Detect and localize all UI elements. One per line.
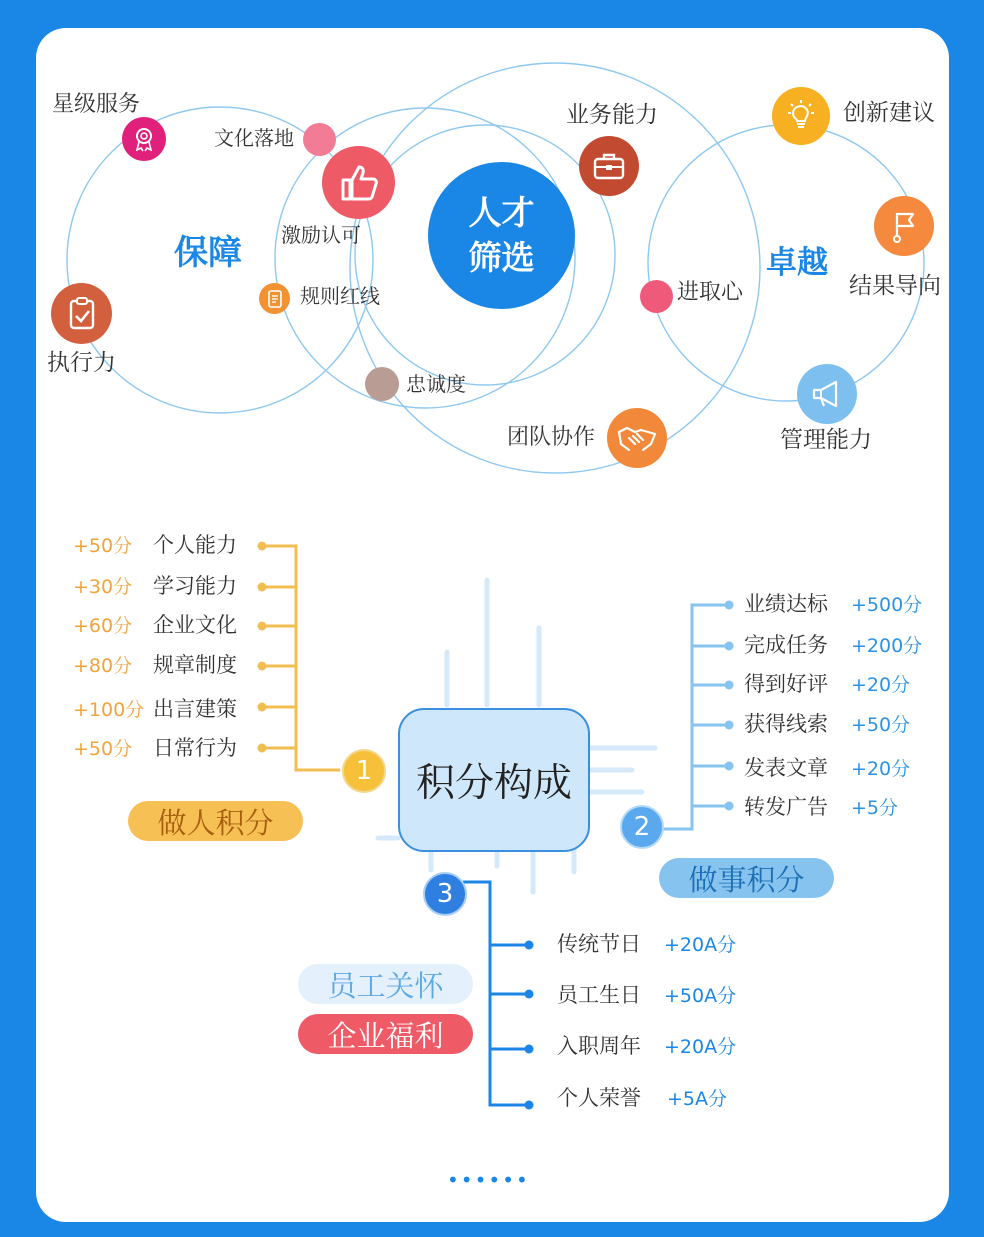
cluster-label-guarantee: 保障 bbox=[174, 233, 242, 273]
group2-item-points: +20分 bbox=[851, 674, 911, 696]
megaphone-icon bbox=[797, 364, 857, 424]
briefcase-icon bbox=[579, 136, 639, 196]
group3-item-points: +20A分 bbox=[664, 934, 737, 956]
lightbulb-icon bbox=[772, 87, 830, 145]
thumbs-up-icon bbox=[322, 146, 395, 219]
handshake-icon bbox=[607, 408, 667, 468]
group1-item-name: 日常行为 bbox=[153, 736, 237, 760]
flag-icon bbox=[874, 196, 934, 256]
group3-label-pill-care: 员工关怀 bbox=[298, 964, 473, 1004]
node-label-loyalty: 忠诚度 bbox=[406, 372, 466, 396]
group2-item-name: 业绩达标 bbox=[744, 592, 828, 616]
group1-item-name: 个人能力 bbox=[153, 533, 237, 557]
group2-item-name: 获得线索 bbox=[744, 712, 828, 736]
group2-item-name: 得到好评 bbox=[744, 672, 828, 696]
cluster-label-excellence: 卓越 bbox=[766, 245, 828, 281]
group3-item-points: +20A分 bbox=[664, 1036, 737, 1058]
group2-item-name: 发表文章 bbox=[744, 756, 828, 780]
group1-item-name: 规章制度 bbox=[153, 653, 237, 677]
group3-item-points: +50A分 bbox=[664, 985, 737, 1007]
group3-label-pill-welfare: 企业福利 bbox=[298, 1014, 473, 1054]
group2-label-pill: 做事积分 bbox=[659, 858, 834, 898]
group1-item-points: +80分 bbox=[73, 655, 133, 677]
node-label-result: 结果导向 bbox=[849, 273, 941, 299]
group3-item-name: 入职周年 bbox=[557, 1034, 641, 1058]
group3-item-name: 个人荣誉 bbox=[557, 1086, 641, 1110]
node-label-ambition: 进取心 bbox=[677, 280, 744, 305]
node-label-business: 业务能力 bbox=[566, 102, 658, 128]
group2-item-name: 完成任务 bbox=[744, 633, 828, 657]
group3-number-badge: 3 bbox=[423, 872, 467, 916]
center-line2: 筛选 bbox=[468, 237, 535, 277]
node-label-execution: 执行力 bbox=[47, 350, 116, 376]
loyalty-dot bbox=[365, 367, 399, 401]
group1-item-points: +50分 bbox=[73, 535, 133, 557]
group1-item-points: +60分 bbox=[73, 615, 133, 637]
group1-item-points: +100分 bbox=[73, 699, 145, 721]
node-label-rules: 规则红线 bbox=[300, 284, 380, 308]
node-label-incentive: 激励认可 bbox=[281, 223, 361, 247]
clipboard-check-icon bbox=[51, 283, 112, 344]
group3-item-name: 员工生日 bbox=[557, 983, 641, 1007]
group1-label-pill: 做人积分 bbox=[128, 801, 303, 841]
ambition-dot bbox=[640, 280, 673, 313]
node-label-culture: 文化落地 bbox=[214, 126, 294, 150]
talent-screening-bubble bbox=[428, 162, 575, 309]
culture-dot bbox=[303, 123, 336, 156]
group2-item-points: +20分 bbox=[851, 758, 911, 780]
points-composition-chip: 积分构成 bbox=[398, 708, 590, 852]
node-label-teamwork: 团队协作 bbox=[507, 425, 596, 450]
group1-item-points: +30分 bbox=[73, 576, 133, 598]
group1-number-badge: 1 bbox=[342, 749, 386, 793]
group3-item-name: 传统节日 bbox=[557, 932, 641, 956]
group3-item-points: +5A分 bbox=[667, 1088, 728, 1110]
group2-item-points: +500分 bbox=[851, 594, 923, 616]
group2-item-points: +200分 bbox=[851, 635, 923, 657]
more-dots: •••••• bbox=[447, 1168, 530, 1192]
group1-item-points: +50分 bbox=[73, 738, 133, 760]
group2-number-badge: 2 bbox=[620, 805, 664, 849]
group2-item-points: +5分 bbox=[851, 797, 899, 819]
group1-item-name: 学习能力 bbox=[153, 574, 237, 598]
document-icon bbox=[259, 283, 290, 314]
group2-item-points: +50分 bbox=[851, 714, 911, 736]
node-label-innovation: 创新建议 bbox=[843, 100, 935, 126]
node-label-star-service: 星级服务 bbox=[52, 92, 141, 117]
group1-item-name: 出言建策 bbox=[153, 697, 237, 721]
node-label-management: 管理能力 bbox=[780, 427, 872, 453]
group2-item-name: 转发广告 bbox=[744, 795, 828, 819]
group1-item-name: 企业文化 bbox=[153, 613, 237, 637]
award-icon bbox=[122, 117, 166, 161]
center-line1: 人才 bbox=[468, 192, 535, 232]
